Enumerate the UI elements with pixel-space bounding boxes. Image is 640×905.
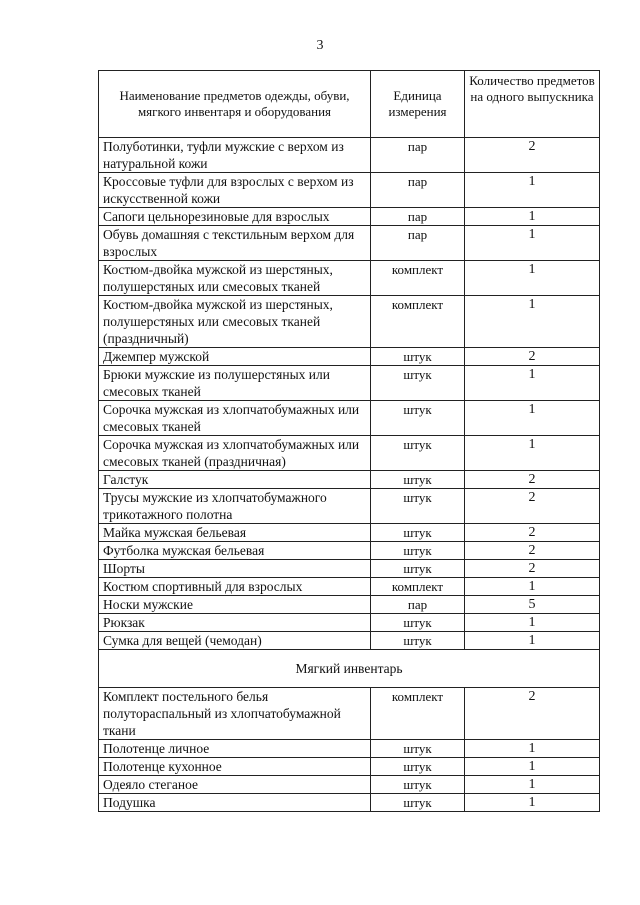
cell-qty: 5 <box>465 596 600 614</box>
cell-name: Полуботинки, туфли мужские с верхом из натуральной кожи <box>99 138 371 173</box>
cell-name: Сумка для вещей (чемодан) <box>99 632 371 650</box>
cell-name: Носки мужские <box>99 596 371 614</box>
cell-unit: штук <box>371 560 465 578</box>
cell-unit: штук <box>371 348 465 366</box>
cell-unit: пар <box>371 226 465 261</box>
table-row <box>99 542 600 560</box>
table-row <box>99 138 600 173</box>
cell-name: Сорочка мужская из хлопчатобумажных или смесовых тканей <box>99 401 371 436</box>
soft-section <box>99 650 600 688</box>
cell-name: Полотенце личное <box>99 740 371 758</box>
table-row <box>99 794 600 812</box>
cell-unit: пар <box>371 138 465 173</box>
table-row <box>99 226 600 261</box>
cell-unit: комплект <box>371 578 465 596</box>
cell-name: Обувь домашняя с текстильным верхом для взрослых <box>99 226 371 261</box>
table-row <box>99 776 600 794</box>
cell-name: Майка мужская бельевая <box>99 524 371 542</box>
cell-qty: 1 <box>465 226 600 261</box>
header-unit: Единица измерения <box>371 71 465 138</box>
cell-qty: 1 <box>465 173 600 208</box>
cell-unit: штук <box>371 740 465 758</box>
cell-qty: 1 <box>465 794 600 812</box>
cell-name: Одеяло стеганое <box>99 776 371 794</box>
cell-qty: 1 <box>465 632 600 650</box>
section-row <box>99 650 600 688</box>
cell-qty: 1 <box>465 578 600 596</box>
header-name: Наименование предметов одежды, обуви, мягкого инвентаря и оборудования <box>99 71 371 138</box>
cell-name: Кроссовые туфли для взрослых с верхом из искусственной кожи <box>99 173 371 208</box>
cell-unit: штук <box>371 366 465 401</box>
cell-unit: пар <box>371 596 465 614</box>
cell-qty: 2 <box>465 138 600 173</box>
table-row <box>99 471 600 489</box>
cell-unit: штук <box>371 542 465 560</box>
cell-qty: 2 <box>465 489 600 524</box>
header-row <box>99 71 600 138</box>
items-table <box>98 70 600 812</box>
table-row <box>99 436 600 471</box>
cell-name: Сорочка мужская из хлопчатобумажных или смесовых тканей (праздничная) <box>99 436 371 471</box>
table-row <box>99 614 600 632</box>
cell-qty: 2 <box>465 524 600 542</box>
table-row <box>99 173 600 208</box>
cell-name: Галстук <box>99 471 371 489</box>
cell-unit: штук <box>371 632 465 650</box>
table-row <box>99 261 600 296</box>
cell-name: Подушка <box>99 794 371 812</box>
cell-unit: комплект <box>371 296 465 348</box>
cell-qty: 2 <box>465 471 600 489</box>
cell-unit: штук <box>371 614 465 632</box>
cell-unit: комплект <box>371 261 465 296</box>
table-row <box>99 524 600 542</box>
page-number: 3 <box>316 38 324 53</box>
cell-unit: штук <box>371 471 465 489</box>
cell-qty: 1 <box>465 758 600 776</box>
cell-name: Трусы мужские из хлопчатобумажного трикотажного полотна <box>99 489 371 524</box>
table-row <box>99 348 600 366</box>
cell-unit: комплект <box>371 688 465 740</box>
cell-unit: пар <box>371 208 465 226</box>
section-title: Мягкий инвентарь <box>99 650 600 688</box>
cell-unit: штук <box>371 489 465 524</box>
cell-qty: 1 <box>465 740 600 758</box>
cell-name: Полотенце кухонное <box>99 758 371 776</box>
soft-rows <box>99 688 600 812</box>
cell-qty: 1 <box>465 261 600 296</box>
cell-qty: 1 <box>465 614 600 632</box>
cell-qty: 1 <box>465 436 600 471</box>
clothing-rows <box>99 138 600 650</box>
cell-qty: 1 <box>465 401 600 436</box>
cell-name: Брюки мужские из полушерстяных или смесовых тканей <box>99 366 371 401</box>
cell-name: Рюкзак <box>99 614 371 632</box>
table-row <box>99 740 600 758</box>
cell-qty: 1 <box>465 208 600 226</box>
table-row <box>99 401 600 436</box>
cell-qty: 2 <box>465 542 600 560</box>
cell-unit: штук <box>371 776 465 794</box>
cell-unit: штук <box>371 524 465 542</box>
table-row <box>99 632 600 650</box>
cell-unit: штук <box>371 436 465 471</box>
table-row <box>99 489 600 524</box>
cell-name: Комплект постельного белья полутораспальный из хлопчатобумажной ткани <box>99 688 371 740</box>
cell-name: Шорты <box>99 560 371 578</box>
cell-qty: 2 <box>465 560 600 578</box>
cell-unit: штук <box>371 794 465 812</box>
cell-qty: 2 <box>465 348 600 366</box>
cell-name: Джемпер мужской <box>99 348 371 366</box>
cell-qty: 1 <box>465 366 600 401</box>
cell-unit: штук <box>371 758 465 776</box>
cell-name: Футболка мужская бельевая <box>99 542 371 560</box>
cell-qty: 1 <box>465 776 600 794</box>
cell-unit: пар <box>371 173 465 208</box>
cell-qty: 2 <box>465 688 600 740</box>
table-row <box>99 560 600 578</box>
cell-name: Костюм-двойка мужской из шерстяных, полушерстяных или смесовых тканей <box>99 261 371 296</box>
cell-unit: штук <box>371 401 465 436</box>
table-row <box>99 578 600 596</box>
header-quantity: Количество предметов на одного выпускника <box>465 71 600 138</box>
cell-qty: 1 <box>465 296 600 348</box>
table-row <box>99 596 600 614</box>
cell-name: Костюм-двойка мужской из шерстяных, полушерстяных или смесовых тканей (праздничный) <box>99 296 371 348</box>
table-row <box>99 688 600 740</box>
table-row <box>99 758 600 776</box>
table-row <box>99 366 600 401</box>
table-row <box>99 296 600 348</box>
cell-name: Костюм спортивный для взрослых <box>99 578 371 596</box>
table-row <box>99 208 600 226</box>
cell-name: Сапоги цельнорезиновые для взрослых <box>99 208 371 226</box>
